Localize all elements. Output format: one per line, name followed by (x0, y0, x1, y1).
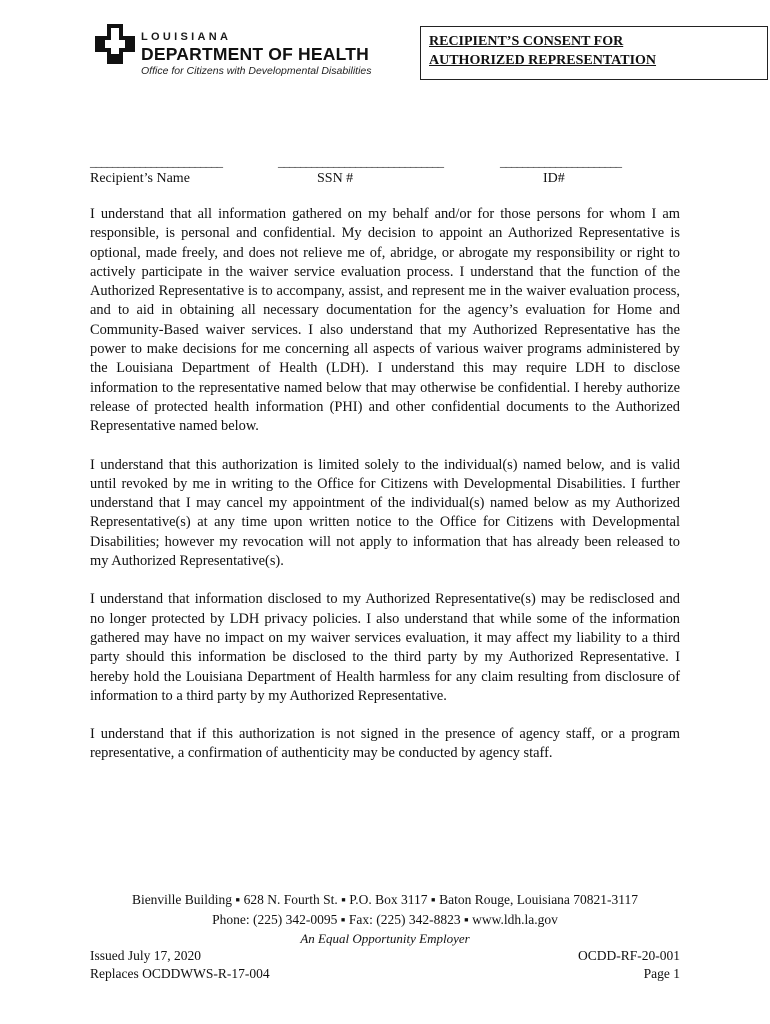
replaces-form: Replaces OCDDWWS-R-17-004 (90, 966, 270, 981)
form-title-line-1: RECIPIENT’S CONSENT FOR (429, 34, 624, 49)
form-number: OCDD-RF-20-001 (577, 948, 680, 963)
issued-date: Issued July 17, 2020 (90, 948, 201, 963)
page-number: Page 1 (643, 966, 680, 981)
footer-address: Bienville Building ▪ 628 N. Fourth St. ▪ P.O. Box 3117 ▪ Baton Rouge, Louisiana 70821-3117 (131, 892, 639, 907)
form-title-box (420, 26, 768, 80)
form-title-line-2: AUTHORIZED REPRESENTATION (429, 53, 657, 68)
paragraph-revocation: I understand that this authorization is limited solely to the individual(s) named below, and is valid until revoked by me in writing to the Office for Citizens with Developmental Disabilities. I further understand that I may cancel my appointment of the individual(s) named below as my Authorized Representative(s) at any time upon written notice to the Office for Citizens with Developmental Disabilities; however my revocation will not apply to information that has already been released to my Authorized Representative(s). (90, 456, 680, 570)
recipient-name-line[interactable]: ________________________ (90, 154, 222, 169)
footer-eoe: An Equal Opportunity Employer (300, 931, 470, 946)
id-line[interactable]: ______________________ (500, 154, 621, 169)
form-info (578, 947, 680, 983)
footer-contact: Phone: (225) 342-0095 ▪ Fax: (225) 342-8823 ▪ www.ldh.la.gov (212, 911, 558, 927)
consent-body (90, 205, 680, 783)
recipient-name-label: Recipient’s Name (90, 171, 190, 186)
logo-state: LOUISIANA (141, 31, 232, 43)
paragraph-authenticity: I understand that if this authorization is not signed in the presence of agency staff, or a program representative, a confirmation of authenticity may be conducted by agency staff. (90, 726, 680, 762)
ssn-line[interactable]: ______________________________ (278, 154, 443, 169)
recipient-fields (90, 154, 690, 194)
logo-department: DEPARTMENT OF HEALTH (141, 44, 369, 64)
paragraph-confidentiality: I understand that all information gathered on my behalf and/or for those persons for whom I am responsible, is personal and confidential. My decision to appoint an Authorized Representative is optional, made freely, and does not relieve me of, abridge, or abrogate my responsibility or right to actively participate in the waiver service evaluation process. I understand that the function of the Authorized Representative is to accompany, assist, and represent me in the waiver evaluation process, and to aid in obtaining all necessary documentation for the agency’s evaluation for Home and Community-Based waiver services. I also understand that my Authorized Representative has the power to make decisions for me concerning all aspects of various waiver programs administered by the Louisiana Department of Health (LDH). I understand this may require LDH to disclose information to the representative named below that may otherwise be confidential. I hereby authorize release of protected health information (PHI) and other confidential documents to the Authorized Representative named below. (90, 206, 680, 435)
issue-info (90, 947, 270, 983)
health-cross-icon (95, 24, 135, 68)
logo-office: Office for Citizens with Developmental Disabilities (141, 65, 372, 77)
footer (90, 890, 680, 949)
ssn-label: SSN # (317, 171, 354, 186)
paragraph-redisclosure: I understand that information disclosed to my Authorized Representative(s) may be redisclosed and no longer protected by LDH privacy policies. I also understand that while some of the information gathered may have no impact on my waiver services evaluation, it may affect my liability to a third party should this information be disclosed to the third party by my Authorized Representative. I hereby hold the Louisiana Department of Health harmless for any claim resulting from disclosure of information to a third party by my Authorized Representative. (90, 591, 680, 704)
ldh-logo (95, 22, 395, 82)
id-label: ID# (543, 171, 565, 186)
